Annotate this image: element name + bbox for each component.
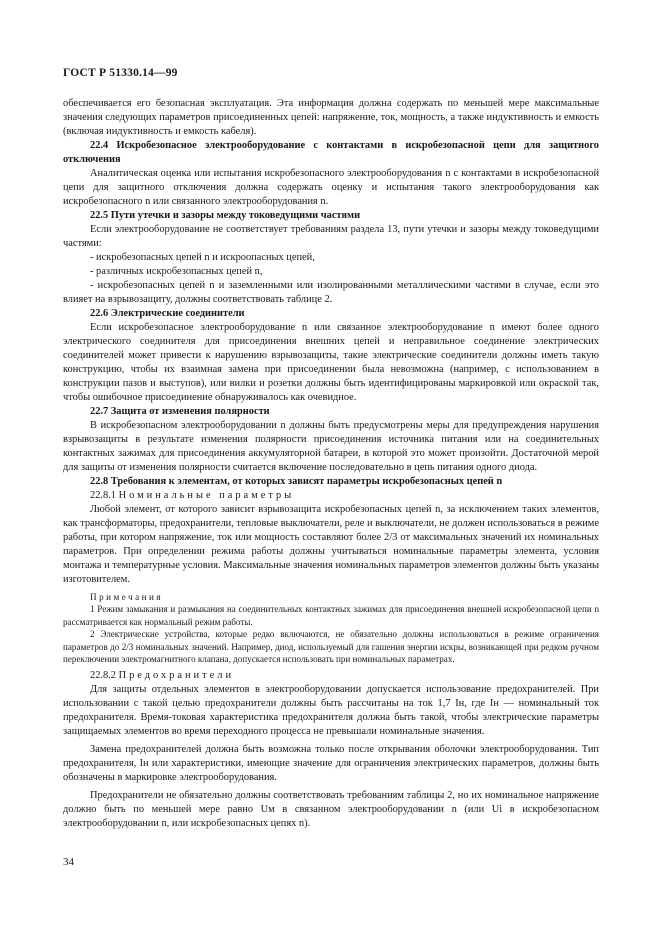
standard-header: ГОСТ Р 51330.14—99 [63,67,178,79]
note-1: 1 Режим замыкания и размыкания на соединительных контактных зажимах для присоединения внешней искробезопасной цепи n рассматривается как нормальный режим работы. [63,604,599,627]
page-content [63,97,599,831]
section-22-7-title: 22.7 Защита от изменения полярности [90,406,270,417]
list-item: - искробезопасных цепей n и заземленными или изолированными металлическими частями в случае, если это влияет на взрывозащиту, должны соответствовать таблице 2. [63,280,599,305]
section-22-8-2-heading [63,669,599,683]
note-2: 2 Электрические устройства, которые редко включаются, не обязательно должны использоваться в режиме ограничения параметров до 2/3 номинальных значений. Например, диод, используемый для гашения энергии искры, возникающей при редком ручном переключении электромагнитного клапана, допускается использовать при номинальных параметрах. [63,629,599,665]
section-22-6-text: Если искробезопасное электрооборудование n или связанное электрооборудование n имеют более одного электрического соединителя для присоединения внешних цепей и неправильное соединение электрических соединителей может привести к нарушению взрывозащиты, такие электрические соединители должны иметь такую конструкцию, чтобы их взаимная замена при присоединении была невозможна (например, с использованием в конструкции пазов и выступов), или вилки и розетки должны быть идентифицированы маркировкой или окраской так, чтобы ошибочное присоединение обнаруживалось как очевидное. [63,322,599,403]
section-22-8-1-title: Номинальные параметры [118,490,295,501]
section-number: 22.8.2 [90,670,116,682]
section-22-8-2-title: Предохранители [118,670,235,682]
section-22-7-text: В искробезопасном электрооборудовании n должны быть предусмотрены меры для предупреждения нарушения взрывозащиты в результате изменения полярности присоединения источника питания или на соединительных контактных зажимах для присоединения аккумуляторной батареи, в которой это может произойти. Достаточной мерой для защиты от изменения полярности считается включение последовательно в цепь питания одного диода. [63,420,599,473]
notes-heading: Примечания [90,592,164,602]
section-number: 22.8.1 [90,490,116,501]
section-22-8-title: 22.8 Требования к элементам, от которых зависят параметры искробезопасных цепей n [90,476,503,487]
page-number: 34 [63,856,74,868]
list-item: - различных искробезопасных цепей n, [90,266,263,277]
paragraph-intro: обеспечивается его безопасная эксплуатация. Эта информация должна содержать по меньшей мере максимальные значения следующих параметров присоединенных цепей: напряжение, ток, мощность, а также индуктивность и емкость (включая индуктивность и емкость кабеля). [63,98,599,137]
section-22-4-text: Аналитическая оценка или испытания искробезопасного электрооборудования n с контактами в искробезопасной цепи для защитного отключения должна содержать оценку и испытания такого электрооборудования как искробезопасного n или связанного электрооборудования n. [63,168,599,207]
section-22-8-2-paragraph-1: Для защиты отдельных элементов в электрооборудовании допускается использование предохранителей. При использовании с такой целью предохранители должны быть рассчитаны на ток 1,7 Iн, где Iн — номинальный ток предохранителя. Время-токовая характеристика предохранителя должна быть такой, чтобы электрические параметры защищаемых элементов во время переходного процесса не превышали номинальные значения. [63,684,599,738]
section-22-5-text: Если электрооборудование не соответствует требованиям раздела 13, пути утечки и зазоры между токоведущими частями: [63,224,599,249]
section-22-8-1-heading [63,489,599,503]
list-item: - искробезопасных цепей n и искроопасных цепей, [90,252,315,263]
section-22-8-2-paragraph-2: Замена предохранителей должна быть возможна только после открывания оболочки электрооборудования. Тип предохранителя, Iн или характеристики, имеющие значение для ограничения электрических параметров, должны быть обозначены в маркировке электрооборудования. [63,744,599,784]
section-22-4-title: 22.4 Искробезопасное электрооборудование с контактами в искробезопасной цепи для защитного отключения [63,140,599,165]
section-22-8-2-paragraph-3: Предохранители не обязательно должны соответствовать требованиям таблицы 2, но их номинальное напряжение должно быть по меньшей мере равно Uм в связанном электрооборудовании n (или Ui в искробезопасном электрооборудовании n, или искробезопасных цепях n). [63,790,599,830]
section-22-6-title: 22.6 Электрические соединители [90,308,245,319]
section-22-8-1-text: Любой элемент, от которого зависит взрывозащита искробезопасных цепей n, за исключением таких элементов, как трансформаторы, предохранители, тепловые выключатели, реле и выключатели, не должен использоваться в режиме работы, при котором напряжение, ток или мощность составляют более 2/3 от максимальных значений их номинальных параметров. При определении режима работы должны учитываться номинальные параметры элемента, условия монтажа и температурные условия. Максимальные значения номинальных параметров элементов должны быть указаны изготовителем. [63,504,599,585]
section-22-5-title: 22.5 Пути утечки и зазоры между токоведущими частями [90,210,361,221]
